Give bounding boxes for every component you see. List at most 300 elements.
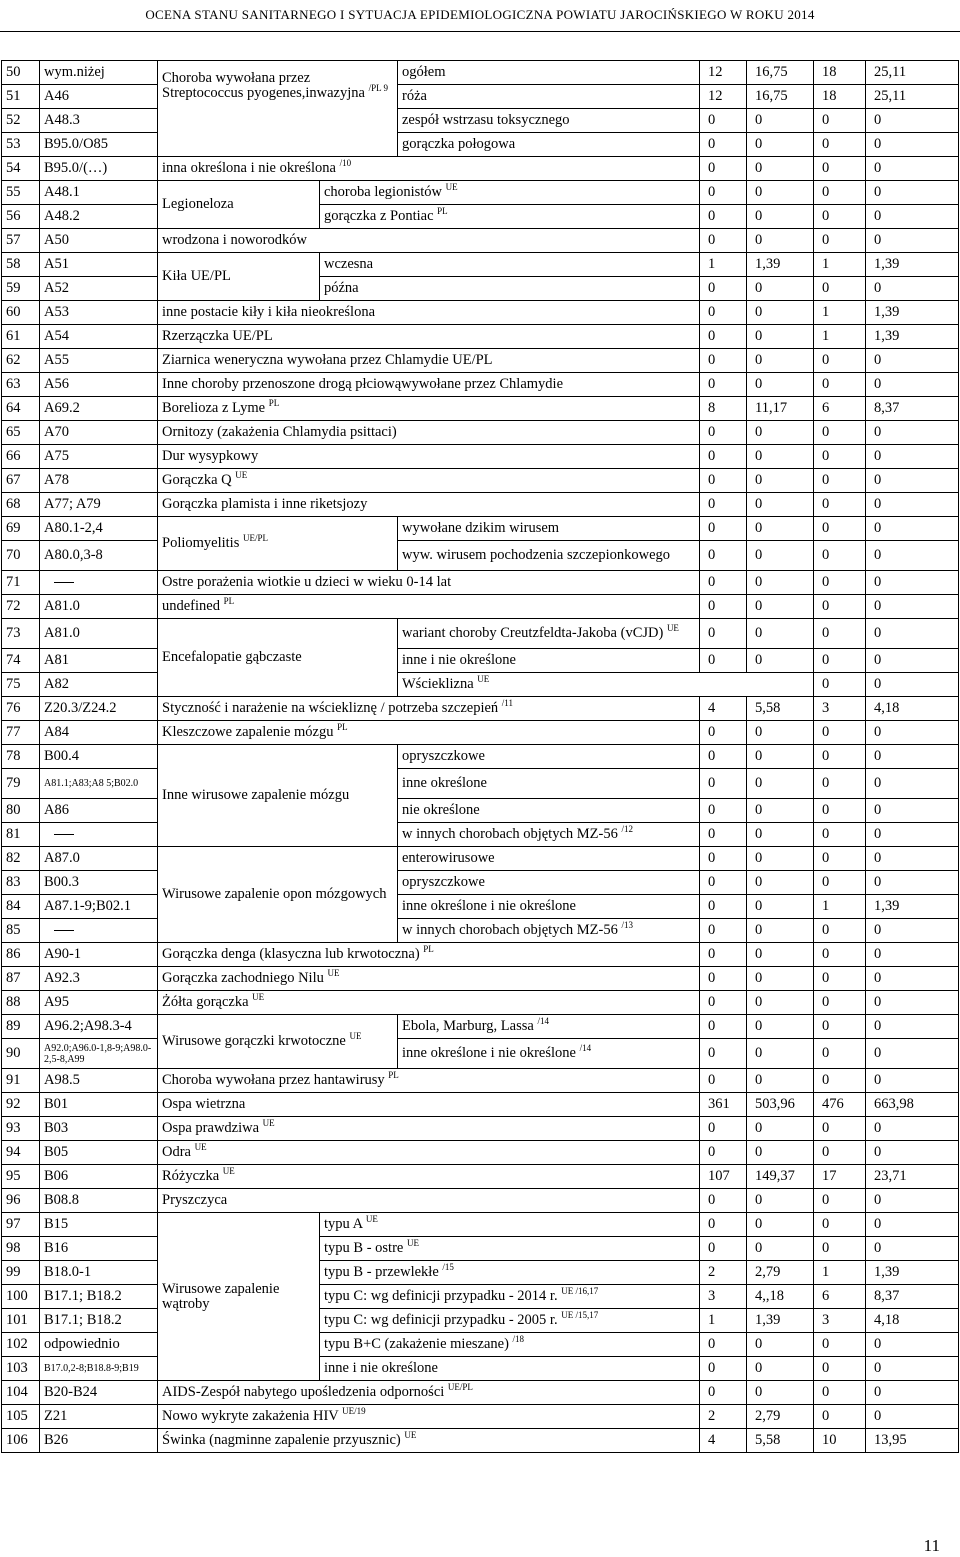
value-cell: 0 xyxy=(814,571,866,595)
value-cell: 0 xyxy=(814,469,866,493)
disease-name: Dur wysypkowy xyxy=(158,445,700,469)
table-row xyxy=(2,253,959,277)
value-cell: 0 xyxy=(747,943,814,967)
code-cell: B26 xyxy=(40,1429,158,1453)
footnote-mark: UE xyxy=(194,1142,207,1152)
disease-name: Ospa wietrzna xyxy=(158,1093,700,1117)
value-cell: 0 xyxy=(866,595,959,619)
value-cell: 18 xyxy=(814,61,866,85)
value-cell: 0 xyxy=(814,967,866,991)
disease-name: Choroba wywołana przez hantawirusy $^{PL}$ xyxy=(158,1069,700,1093)
row-number: 71 xyxy=(2,571,40,595)
row-number: 56 xyxy=(2,205,40,229)
value-cell: 0 xyxy=(700,301,747,325)
value-cell: 0 xyxy=(814,745,866,769)
code-cell: A86 xyxy=(40,799,158,823)
table-row xyxy=(2,205,959,229)
code-cell: A87.0 xyxy=(40,847,158,871)
subcategory-cell: inne określone xyxy=(398,769,700,799)
group-name: Inne wirusowe zapalenie mózgu xyxy=(158,745,398,847)
row-number: 51 xyxy=(2,85,40,109)
row-number: 60 xyxy=(2,301,40,325)
value-cell: 0 xyxy=(747,871,814,895)
disease-name: Ospa prawdziwa $^{UE}$ xyxy=(158,1117,700,1141)
row-number: 76 xyxy=(2,697,40,721)
value-cell: 0 xyxy=(747,649,814,673)
subcategory-cell: inna określona i nie określona $^{/10}$ xyxy=(158,157,700,181)
value-cell: 0 xyxy=(747,571,814,595)
value-cell: 0 xyxy=(747,967,814,991)
value-cell: 0 xyxy=(700,421,747,445)
disease-name: Odra $^{UE}$ xyxy=(158,1141,700,1165)
table-row xyxy=(2,967,959,991)
code-cell: Z20.3/Z24.2 xyxy=(40,697,158,721)
value-cell: 0 xyxy=(814,769,866,799)
group-name: Choroba wywołana przez Streptococcus pyogenes,inwazyjna $^{/PL 9}$ xyxy=(158,61,398,157)
row-number: 87 xyxy=(2,967,40,991)
value-cell: 8 xyxy=(700,397,747,421)
row-number: 74 xyxy=(2,649,40,673)
disease-statistics-table xyxy=(1,60,959,1453)
value-cell: 0 xyxy=(700,847,747,871)
disease-name: Rzerzączka UE/PL xyxy=(158,325,700,349)
value-cell: 0 xyxy=(700,157,747,181)
value-cell: 4 xyxy=(700,697,747,721)
value-cell: 0 xyxy=(866,157,959,181)
value-cell: 0 xyxy=(747,919,814,943)
footnote-mark: UE xyxy=(252,992,265,1002)
table-row xyxy=(2,871,959,895)
value-cell: 0 xyxy=(747,1117,814,1141)
disease-name: Ziarnica weneryczna wywołana przez Chlamydie UE/PL xyxy=(158,349,700,373)
value-cell: 1 xyxy=(814,895,866,919)
code-cell: A80.0,3-8 xyxy=(40,541,158,571)
subcategory-cell: inne i nie określone xyxy=(320,1357,700,1381)
code-cell: wym.niżej xyxy=(40,61,158,85)
row-number: 78 xyxy=(2,745,40,769)
table-row xyxy=(2,301,959,325)
value-cell: 0 xyxy=(747,823,814,847)
table-row xyxy=(2,799,959,823)
value-cell: 0 xyxy=(700,541,747,571)
value-cell: 10 xyxy=(814,1429,866,1453)
disease-name: Styczność i narażenie na wściekliznę / potrzeba szczepień $^{/11}$ xyxy=(158,697,700,721)
value-cell: 0 xyxy=(814,1237,866,1261)
value-cell: 0 xyxy=(700,967,747,991)
row-number: 91 xyxy=(2,1069,40,1093)
value-cell: 0 xyxy=(814,373,866,397)
value-cell: 0 xyxy=(747,1039,814,1069)
code-cell: A69.2 xyxy=(40,397,158,421)
value-cell: 0 xyxy=(700,1189,747,1213)
footnote-mark: UE xyxy=(235,470,248,480)
table-row xyxy=(2,1357,959,1381)
value-cell: 0 xyxy=(814,1117,866,1141)
subcategory-cell: wyw. wirusem pochodzenia szczepionkowego xyxy=(398,541,700,571)
value-cell: 0 xyxy=(866,919,959,943)
row-number: 55 xyxy=(2,181,40,205)
value-cell: 3 xyxy=(814,1309,866,1333)
value-cell: 0 xyxy=(747,373,814,397)
value-cell: 0 xyxy=(700,517,747,541)
subcategory-cell: opryszczkowe xyxy=(398,745,700,769)
header-rule xyxy=(0,31,960,32)
value-cell: 0 xyxy=(814,943,866,967)
value-cell: 0 xyxy=(814,493,866,517)
code-cell: B95.0/(…) xyxy=(40,157,158,181)
value-cell: 0 xyxy=(700,649,747,673)
table-row xyxy=(2,1429,959,1453)
value-cell: 0 xyxy=(866,619,959,649)
table-row xyxy=(2,895,959,919)
table-row xyxy=(2,1285,959,1309)
row-number: 77 xyxy=(2,721,40,745)
table-row xyxy=(2,571,959,595)
value-cell: 0 xyxy=(866,445,959,469)
value-cell: 0 xyxy=(700,325,747,349)
subcategory-cell: inne określone i nie określone $^{/14}$ xyxy=(398,1039,700,1069)
value-cell: 2,79 xyxy=(747,1261,814,1285)
table-row xyxy=(2,85,959,109)
value-cell: 17 xyxy=(814,1165,866,1189)
code-cell: B20-B24 xyxy=(40,1381,158,1405)
value-cell: 16,75 xyxy=(747,85,814,109)
row-number: 54 xyxy=(2,157,40,181)
footnote-mark: /14 xyxy=(579,1043,592,1053)
value-cell: 0 xyxy=(747,1237,814,1261)
row-number: 63 xyxy=(2,373,40,397)
row-number: 92 xyxy=(2,1093,40,1117)
row-number: 82 xyxy=(2,847,40,871)
footnote-mark: UE xyxy=(445,182,458,192)
value-cell: 0 xyxy=(747,469,814,493)
value-cell: 0 xyxy=(700,349,747,373)
footnote-mark: UE xyxy=(327,968,340,978)
disease-name: Różyczka $^{UE}$ xyxy=(158,1165,700,1189)
table-row xyxy=(2,445,959,469)
value-cell: 0 xyxy=(814,1357,866,1381)
value-cell: 1,39 xyxy=(866,325,959,349)
value-cell: 0 xyxy=(866,469,959,493)
value-cell: 0 xyxy=(700,871,747,895)
value-cell: 0 xyxy=(866,1069,959,1093)
value-cell: 0 xyxy=(866,181,959,205)
subcategory-cell: późna xyxy=(320,277,700,301)
table-row xyxy=(2,745,959,769)
disease-name: Pryszczyca xyxy=(158,1189,700,1213)
value-cell: 0 xyxy=(866,493,959,517)
value-cell: 0 xyxy=(700,919,747,943)
disease-name: AIDS-Zespół nabytego upośledzenia odporności $^{UE/PL}$ xyxy=(158,1381,700,1405)
row-number: 86 xyxy=(2,943,40,967)
value-cell: 0 xyxy=(866,109,959,133)
subcategory-cell: Ebola, Marburg, Lassa $^{/14}$ xyxy=(398,1015,700,1039)
row-number: 85 xyxy=(2,919,40,943)
value-cell: 0 xyxy=(814,619,866,649)
code-cell: A48.3 xyxy=(40,109,158,133)
subcategory-cell: typu A $^{UE}$ xyxy=(320,1213,700,1237)
code-cell: B06 xyxy=(40,1165,158,1189)
value-cell: 25,11 xyxy=(866,61,959,85)
value-cell: 0 xyxy=(747,277,814,301)
value-cell: 1,39 xyxy=(866,895,959,919)
footnote-mark: UE /16,17 xyxy=(561,1286,599,1296)
code-cell: A56 xyxy=(40,373,158,397)
value-cell: 0 xyxy=(814,109,866,133)
row-number: 50 xyxy=(2,61,40,85)
footnote-mark: UE/PL xyxy=(447,1382,473,1392)
value-cell: 0 xyxy=(866,349,959,373)
value-cell: 0 xyxy=(814,919,866,943)
value-cell: 0 xyxy=(700,895,747,919)
disease-name: Gorączka plamista i inne riketsjozy xyxy=(158,493,700,517)
value-cell: 0 xyxy=(866,517,959,541)
table-row xyxy=(2,721,959,745)
table-row xyxy=(2,1333,959,1357)
value-cell: 0 xyxy=(700,373,747,397)
value-cell: 0 xyxy=(866,1237,959,1261)
value-cell: 0 xyxy=(814,823,866,847)
footnote-mark: UE xyxy=(262,1118,275,1128)
footnote-mark: UE xyxy=(404,1430,417,1440)
value-cell: 12 xyxy=(700,85,747,109)
value-cell: 0 xyxy=(814,181,866,205)
value-cell: 0 xyxy=(700,445,747,469)
value-cell: 361 xyxy=(700,1093,747,1117)
footnote-mark: PL xyxy=(437,206,448,216)
value-cell: 0 xyxy=(866,1189,959,1213)
footnote-mark: UE xyxy=(222,1166,235,1176)
table-row xyxy=(2,991,959,1015)
value-cell: 0 xyxy=(866,1333,959,1357)
subcategory-cell: typu B+C (zakażenie mieszane) $^{/18}$ xyxy=(320,1333,700,1357)
value-cell: 0 xyxy=(814,991,866,1015)
value-cell: 4,18 xyxy=(866,1309,959,1333)
table-row xyxy=(2,619,959,649)
value-cell: 0 xyxy=(700,1357,747,1381)
value-cell: 0 xyxy=(814,649,866,673)
value-cell: 0 xyxy=(700,1333,747,1357)
subcategory-cell: typu C: wg definicji przypadku - 2005 r. $^{UE /15,17}$ xyxy=(320,1309,700,1333)
footnote-mark: PL xyxy=(223,596,235,606)
value-cell: 6 xyxy=(814,1285,866,1309)
table-row xyxy=(2,673,959,697)
value-cell: 8,37 xyxy=(866,397,959,421)
value-cell: 1,39 xyxy=(866,1261,959,1285)
disease-name: Nowo wykryte zakażenia HIV $^{UE/19}$ xyxy=(158,1405,700,1429)
table-row xyxy=(2,1261,959,1285)
code-cell: A96.2;A98.3-4 xyxy=(40,1015,158,1039)
value-cell: 0 xyxy=(866,1357,959,1381)
value-cell: 0 xyxy=(747,205,814,229)
code-cell: B95.0/O85 xyxy=(40,133,158,157)
value-cell: 12 xyxy=(700,61,747,85)
value-cell: 0 xyxy=(866,229,959,253)
code-cell: A95 xyxy=(40,991,158,1015)
value-cell: 0 xyxy=(700,769,747,799)
value-cell: 8,37 xyxy=(866,1285,959,1309)
table-row xyxy=(2,847,959,871)
value-cell: 0 xyxy=(700,1117,747,1141)
value-cell: 0 xyxy=(747,157,814,181)
subcategory-cell: inne i nie określone xyxy=(398,649,700,673)
value-cell: 0 xyxy=(866,823,959,847)
value-cell: 0 xyxy=(747,1213,814,1237)
value-cell: 476 xyxy=(814,1093,866,1117)
running-header: OCENA STANU SANITARNEGO I SYTUACJA EPIDEMIOLOGICZNA POWIATU JAROCIŃSKIEGO W ROKU 2014 xyxy=(145,7,815,22)
code-cell xyxy=(40,919,158,943)
value-cell: 1,39 xyxy=(866,301,959,325)
subcategory-cell: wariant choroby Creutzfeldta-Jakoba (vCJD) $^{UE}$ xyxy=(398,619,700,649)
table-row xyxy=(2,541,959,571)
code-cell: A90-1 xyxy=(40,943,158,967)
value-cell: 25,11 xyxy=(866,85,959,109)
row-number: 105 xyxy=(2,1405,40,1429)
value-cell: 0 xyxy=(814,349,866,373)
value-cell: 0 xyxy=(814,1141,866,1165)
value-cell: 0 xyxy=(866,1015,959,1039)
table-row xyxy=(2,133,959,157)
value-cell: 0 xyxy=(700,823,747,847)
table-row xyxy=(2,1165,959,1189)
disease-name: Ornitozy (zakażenia Chlamydia psittaci) xyxy=(158,421,700,445)
row-number: 52 xyxy=(2,109,40,133)
row-number: 94 xyxy=(2,1141,40,1165)
row-number: 83 xyxy=(2,871,40,895)
group-name: Poliomyelitis $^{UE/PL}$ xyxy=(158,517,398,571)
page-number: 11 xyxy=(923,1536,940,1555)
value-cell: 0 xyxy=(747,1015,814,1039)
value-cell: 0 xyxy=(866,421,959,445)
value-cell: 149,37 xyxy=(747,1165,814,1189)
subcategory-cell: w innych chorobach objętych MZ-56 $^{/12}$ xyxy=(398,823,700,847)
value-cell: 1 xyxy=(700,253,747,277)
value-cell: 0 xyxy=(700,205,747,229)
value-cell: 0 xyxy=(866,799,959,823)
value-cell: 663,98 xyxy=(866,1093,959,1117)
subcategory-cell: wczesna xyxy=(320,253,700,277)
value-cell: 0 xyxy=(814,421,866,445)
group-name: Legioneloza xyxy=(158,181,320,229)
subcategory-cell: inne określone i nie określone xyxy=(398,895,700,919)
table-row xyxy=(2,769,959,799)
value-cell: 0 xyxy=(747,895,814,919)
value-cell: 0 xyxy=(700,1381,747,1405)
footnote-mark: UE xyxy=(666,623,679,633)
code-cell: A84 xyxy=(40,721,158,745)
value-cell: 0 xyxy=(747,445,814,469)
value-cell: 0 xyxy=(866,847,959,871)
value-cell: 0 xyxy=(866,1213,959,1237)
table-row xyxy=(2,649,959,673)
disease-name: Żółta gorączka $^{UE}$ xyxy=(158,991,700,1015)
value-cell: 0 xyxy=(747,493,814,517)
value-cell: 0 xyxy=(866,373,959,397)
value-cell: 0 xyxy=(866,649,959,673)
value-cell: 0 xyxy=(700,469,747,493)
value-cell: 11,17 xyxy=(747,397,814,421)
table-row xyxy=(2,1381,959,1405)
value-cell: 16,75 xyxy=(747,61,814,85)
value-cell: 0 xyxy=(814,445,866,469)
table-row xyxy=(2,277,959,301)
row-number: 97 xyxy=(2,1213,40,1237)
value-cell: 0 xyxy=(700,571,747,595)
footnote-mark: UE /15,17 xyxy=(561,1310,599,1320)
code-cell: A87.1-9;B02.1 xyxy=(40,895,158,919)
footnote-mark: UE xyxy=(477,674,490,684)
value-cell: 0 xyxy=(700,493,747,517)
value-cell: 0 xyxy=(700,799,747,823)
value-cell: 0 xyxy=(700,181,747,205)
code-cell xyxy=(40,571,158,595)
table-row xyxy=(2,1189,959,1213)
code-cell: B17.1; B18.2 xyxy=(40,1309,158,1333)
code-cell: A53 xyxy=(40,301,158,325)
table-row xyxy=(2,1309,959,1333)
value-cell: 0 xyxy=(866,745,959,769)
subcategory-cell: wywołane dzikim wirusem xyxy=(398,517,700,541)
value-cell: 0 xyxy=(700,745,747,769)
code-cell: A81.0 xyxy=(40,595,158,619)
disease-name: Świnka (nagminne zapalenie przyusznic) $^{UE}$ xyxy=(158,1429,700,1453)
value-cell: 0 xyxy=(866,1039,959,1069)
value-cell: 1,39 xyxy=(747,253,814,277)
row-number: 64 xyxy=(2,397,40,421)
code-cell: B18.0-1 xyxy=(40,1261,158,1285)
code-cell: B15 xyxy=(40,1213,158,1237)
row-number: 70 xyxy=(2,541,40,571)
value-cell: 0 xyxy=(700,1213,747,1237)
code-cell: A48.1 xyxy=(40,181,158,205)
footnote-mark: /11 xyxy=(501,698,513,708)
value-cell: 0 xyxy=(814,133,866,157)
disease-name: Wścieklizna $^{UE}$ xyxy=(398,673,814,697)
row-number: 53 xyxy=(2,133,40,157)
code-cell: B17.1; B18.2 xyxy=(40,1285,158,1309)
value-cell: 0 xyxy=(747,595,814,619)
value-cell: 0 xyxy=(700,1015,747,1039)
value-cell: 3 xyxy=(814,697,866,721)
table-row xyxy=(2,1405,959,1429)
row-number: 61 xyxy=(2,325,40,349)
row-number: 57 xyxy=(2,229,40,253)
value-cell: 0 xyxy=(700,1237,747,1261)
table-row xyxy=(2,823,959,847)
row-number: 104 xyxy=(2,1381,40,1405)
code-cell: B01 xyxy=(40,1093,158,1117)
code-cell: B00.3 xyxy=(40,871,158,895)
code-cell: Z21 xyxy=(40,1405,158,1429)
value-cell: 1 xyxy=(814,253,866,277)
value-cell: 0 xyxy=(866,721,959,745)
value-cell: 0 xyxy=(866,991,959,1015)
row-number: 69 xyxy=(2,517,40,541)
subcategory-cell: zespół wstrzasu toksycznego xyxy=(398,109,700,133)
row-number: 99 xyxy=(2,1261,40,1285)
code-cell xyxy=(40,823,158,847)
value-cell: 0 xyxy=(814,1213,866,1237)
code-cell: A46 xyxy=(40,85,158,109)
value-cell: 5,58 xyxy=(747,1429,814,1453)
subcategory-cell: ogółem xyxy=(398,61,700,85)
value-cell: 0 xyxy=(700,277,747,301)
subcategory-cell: typu B - przewlekłe $^{/15}$ xyxy=(320,1261,700,1285)
footnote-mark: UE xyxy=(406,1238,419,1248)
value-cell: 0 xyxy=(700,1141,747,1165)
value-cell: 0 xyxy=(700,1069,747,1093)
row-number: 101 xyxy=(2,1309,40,1333)
